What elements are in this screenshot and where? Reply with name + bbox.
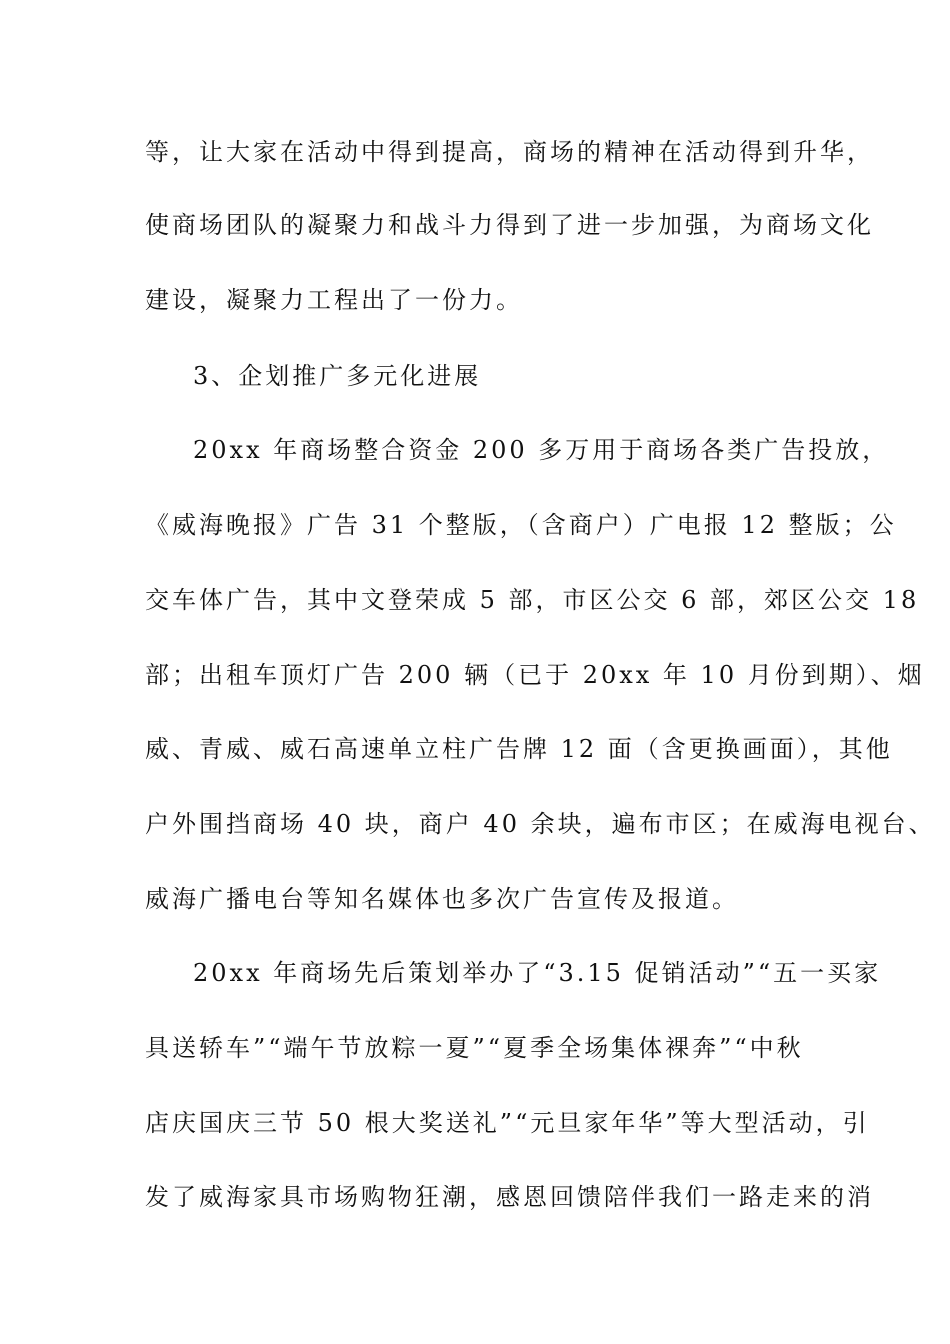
section-heading: 3、企划推广多元化进展 bbox=[193, 362, 482, 390]
text-line: 户外围挡商场 40 块，商户 40 余块，遍布市区；在威海电视台、 bbox=[145, 810, 936, 838]
text-line: 部；出租车顶灯广告 200 辆（已于 20xx 年 10 月份到期）、烟 bbox=[145, 661, 925, 689]
text-line: 使商场团队的凝聚力和战斗力得到了进一步加强，为商场文化 bbox=[145, 211, 874, 239]
text-line: 等，让大家在活动中得到提高，商场的精神在活动得到升华， bbox=[145, 138, 874, 166]
text-line: 威海广播电台等知名媒体也多次广告宣传及报道。 bbox=[145, 885, 739, 913]
text-line: 建设，凝聚力工程出了一份力。 bbox=[145, 286, 523, 314]
text-line: 威、青威、威石高速单立柱广告牌 12 面（含更换画面），其他 bbox=[145, 735, 893, 763]
text-line: 店庆国庆三节 50 根大奖送礼”“元旦家年华”等大型活动，引 bbox=[145, 1109, 870, 1137]
paragraph-first-line: 20xx 年商场整合资金 200 多万用于商场各类广告投放， bbox=[193, 436, 890, 464]
text-line: 具送轿车”“端午节放粽一夏”“夏季全场集体裸奔”“中秋 bbox=[145, 1034, 804, 1062]
text-line: 交车体广告，其中文登荣成 5 部，市区公交 6 部，郊区公交 18 bbox=[145, 586, 920, 614]
text-line: 发了威海家具市场购物狂潮，感恩回馈陪伴我们一路走来的消 bbox=[145, 1183, 874, 1211]
paragraph-first-line: 20xx 年商场先后策划举办了“3.15 促销活动”“五一买家 bbox=[193, 959, 882, 987]
text-line: 《威海晚报》广告 31 个整版，（含商户）广电报 12 整版；公 bbox=[145, 511, 897, 539]
